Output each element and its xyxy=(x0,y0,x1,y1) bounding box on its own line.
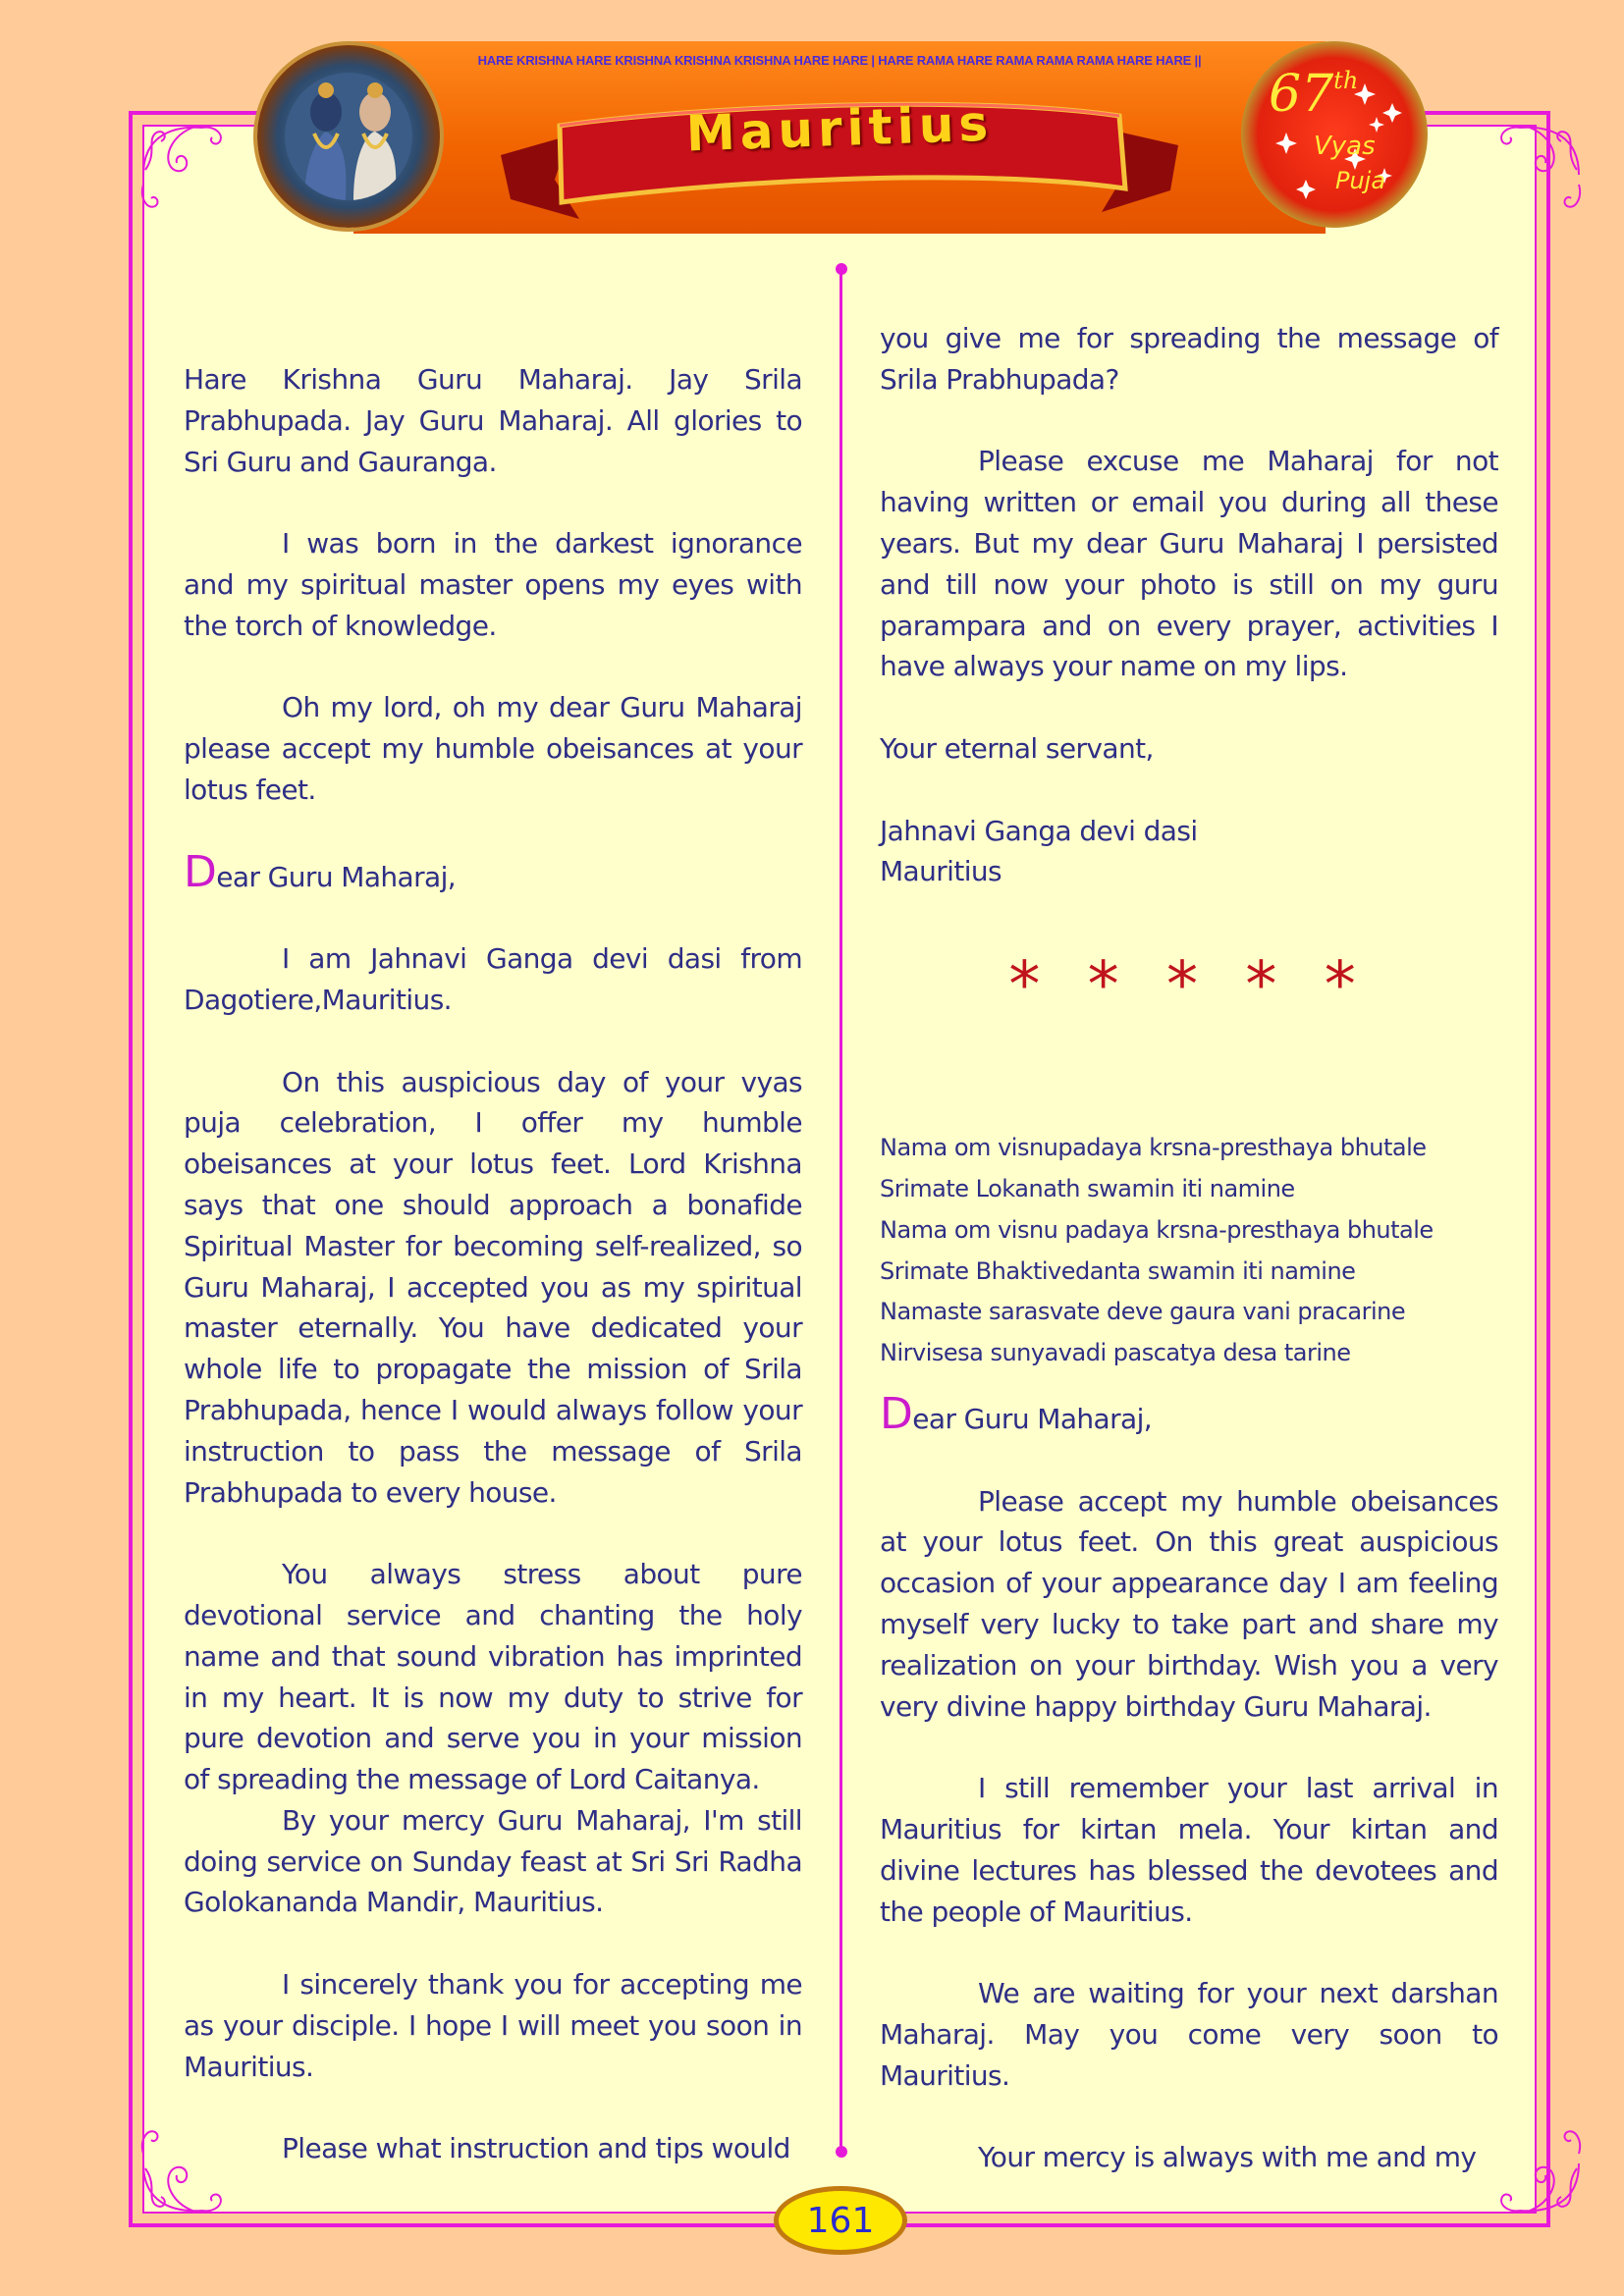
salutation-text: ear Guru Maharaj, xyxy=(912,1402,1153,1435)
medal-suffix: th xyxy=(1333,67,1359,94)
paragraph: I sincerely thank you for accepting me as your disciple. I hope I will meet you soon in Mauritius. xyxy=(184,1968,802,2083)
paragraph: I am Jahnavi Ganga devi dasi from Dagotiere,Mauritius. xyxy=(184,942,802,1016)
paragraph: Your mercy is always with me and my xyxy=(978,2141,1477,2174)
corner-ornament-icon xyxy=(134,116,242,224)
signature-name: Jahnavi Ganga devi dasi xyxy=(880,814,1198,847)
paragraph: We are waiting for your next darshan Maharaj. May you come very soon to Mauritius. xyxy=(880,1977,1498,2092)
column-divider xyxy=(839,270,842,2153)
paragraph: Please accept my humble obeisances at your lotus feet. On this great auspicious occasion of your appearance day I am feeling myself very lucky to take part and share my realization on your birthday. Wish you a very very divine happy birthday Guru Maharaj. xyxy=(880,1484,1498,1723)
paragraph: Hare Krishna Guru Maharaj. Jay Srila Prabhupada. Jay Guru Maharaj. All glories to Sri Guru and Gauranga. xyxy=(184,363,802,478)
paragraph: By your mercy Guru Maharaj, I'm still doing service on Sunday feast at Sri Sri Radha Golokananda Mandir, Mauritius. xyxy=(184,1803,802,1919)
verse-line: Namaste sarasvate deve gaura vani pracarine xyxy=(880,1298,1406,1326)
drop-cap: D xyxy=(184,846,217,897)
divider-dot-top xyxy=(836,263,847,275)
paragraph: I was born in the darkest ignorance and my spiritual master opens my eyes with the torch of knowledge. xyxy=(184,527,802,642)
star-separator: * * * * * xyxy=(1008,949,1370,1023)
deity-medallion xyxy=(257,45,440,228)
verse-line: Nirvisesa sunyavadi pascatya desa tarine xyxy=(880,1339,1351,1367)
verse-line: Srimate Bhaktivedanta swamin iti namine xyxy=(880,1256,1356,1285)
corner-ornament-icon xyxy=(1481,116,1589,224)
paragraph: you give me for spreading the message of Srila Prabhupada? xyxy=(880,322,1498,396)
closing-line: Your eternal servant, xyxy=(880,731,1154,765)
paragraph: Please excuse me Maharaj for not having written or email you during all these years. But my dear Guru Maharaj I persisted and till now your photo is still on my guru parampara and on every prayer, activities I have always your name on my lips. xyxy=(880,445,1498,683)
salutation xyxy=(184,846,802,898)
verse-line: Srimate Lokanath swamin iti namine xyxy=(880,1174,1295,1202)
mantra-line: HARE KRISHNA HARE KRISHNA KRISHNA KRISHNA HARE HARE | HARE RAMA HARE RAMA RAMA RAMA HARE HARE || xyxy=(477,53,1202,68)
medal-word-vyas: Vyas xyxy=(1314,132,1376,161)
divider-dot-bottom xyxy=(836,2146,847,2158)
page-number-badge: 161 xyxy=(774,2186,907,2255)
drop-cap: D xyxy=(880,1388,913,1439)
signature-place: Mauritius xyxy=(880,855,1002,888)
paragraph: I still remember your last arrival in Mauritius for kirtan mela. Your kirtan and divine lectures has blessed the devotees and the people of Mauritius. xyxy=(880,1772,1498,1928)
medal-word-puja: Puja xyxy=(1335,167,1386,194)
banner-title: Mauritius xyxy=(684,94,995,163)
paragraph: On this auspicious day of your vyas puja celebration, I offer my humble obeisances at your lotus feet. Lord Krishna says that one should approach a bonafide Spiritual Master for becoming self-realized, so Guru Maharaj, I accepted you as my spiritual master eternally. You have dedicated your whole life to propagate the mission of Srila Prabhupada, hence I would always follow your instruction to pass the message of Srila Prabhupada to every house. xyxy=(184,1065,802,1509)
paragraph: You always stress about pure devotional service and chanting the holy name and that sound vibration has imprinted in my heart. It is now my duty to strive for pure devotion and serve you in your mission of spreading the message of Lord Caitanya. xyxy=(184,1558,802,1796)
medal-number xyxy=(1269,65,1359,124)
deity-image-icon xyxy=(285,73,412,200)
paragraph: Please what instruction and tips would xyxy=(282,2132,790,2165)
medal-number-value: 67 xyxy=(1269,65,1334,124)
right-column xyxy=(880,318,1498,2219)
verse-line: Nama om visnupadaya krsna-presthaya bhutale xyxy=(880,1134,1427,1162)
verse-line: Nama om visnu padaya krsna-presthaya bhutale xyxy=(880,1215,1434,1244)
salutation-text: ear Guru Maharaj, xyxy=(216,860,457,893)
pranam-verses xyxy=(880,1128,1498,1374)
left-column xyxy=(184,359,802,2211)
paragraph: Oh my lord, oh my dear Guru Maharaj please accept my humble obeisances at your lotus feet. xyxy=(184,691,802,806)
salutation xyxy=(880,1388,1498,1440)
